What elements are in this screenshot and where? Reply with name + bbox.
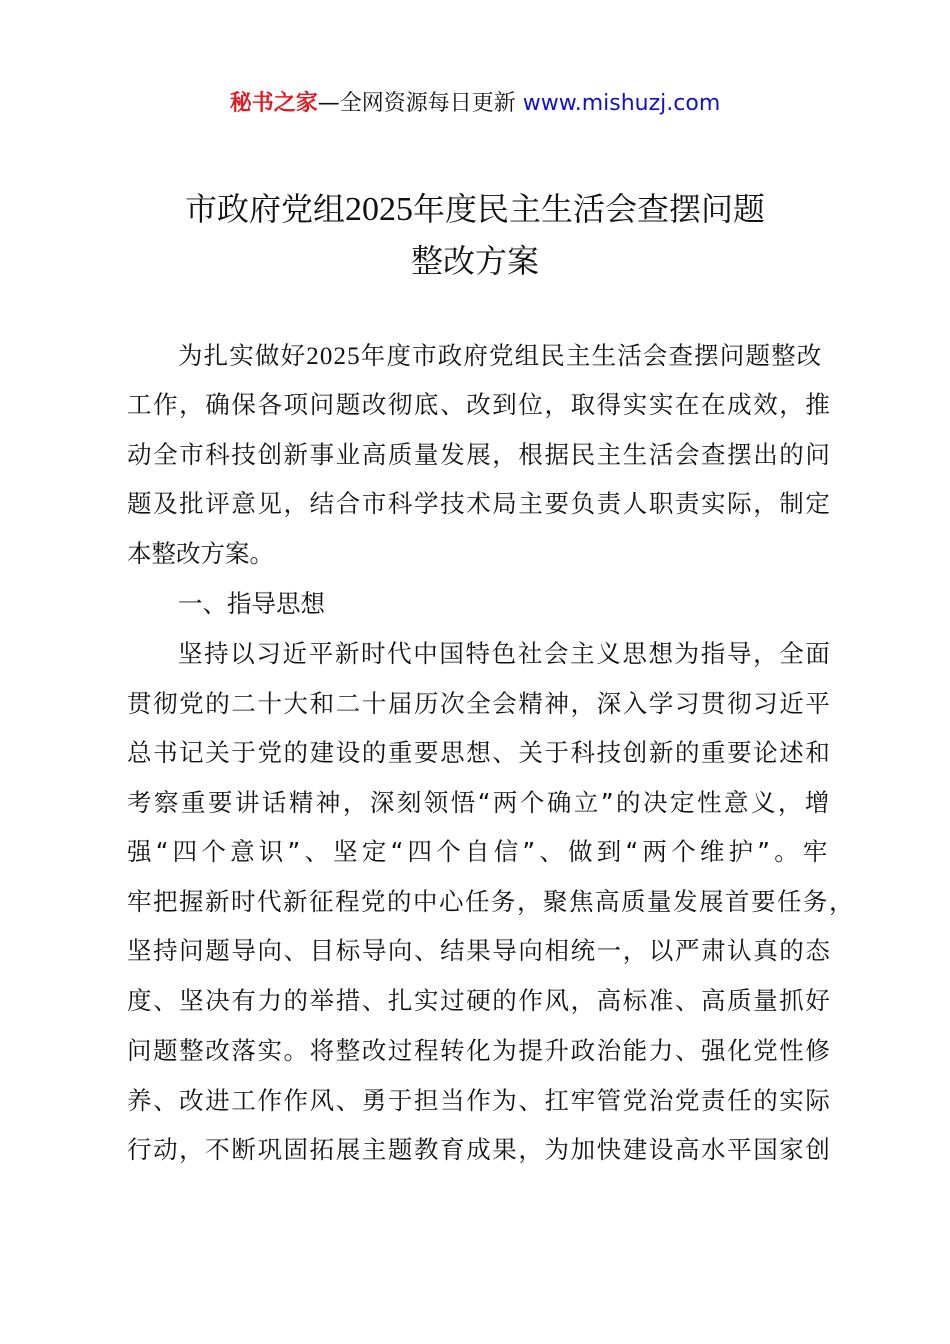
paragraph-line: 度、坚决有力的举措、扎实过硬的作风，高标准、高质量抓好 bbox=[127, 986, 832, 1015]
paragraph-line: 坚持以习近平新时代中国特色社会主义思想为指导，全面 bbox=[178, 639, 832, 668]
paragraph-line: 题及批评意见，结合市科学技术局主要负责人职责实际，制定 bbox=[127, 489, 832, 518]
paragraph-line: 养、改进工作作风、勇于担当作为、扛牢管党治党责任的实际 bbox=[127, 1086, 832, 1115]
paragraph-line: 贯彻党的二十大和二十届历次全会精神，深入学习贯彻习近平 bbox=[127, 689, 832, 718]
paragraph-line: 动全市科技创新事业高质量发展，根据民主生活会查摆出的问 bbox=[127, 440, 832, 469]
document-title-line-2: 整改方案 bbox=[410, 242, 539, 280]
text-span: 年度市政府党组民主生活会查摆问题整改 bbox=[360, 341, 823, 370]
site-header bbox=[0, 86, 950, 122]
brand-name: 秘书之家 bbox=[229, 91, 318, 116]
paragraph-line: 问题整改落实。将整改过程转化为提升政治能力、强化党性修 bbox=[127, 1036, 832, 1065]
title-text: 年度民主生活会查摆问题 bbox=[413, 190, 766, 228]
header-tagline: —全网资源每日更新 bbox=[317, 91, 516, 116]
paragraph-line: 本整改方案。 bbox=[127, 539, 274, 568]
document-title-line-1 bbox=[0, 184, 950, 230]
section-heading: 一、指导思想 bbox=[178, 589, 325, 618]
paragraph-line: 行动，不断巩固拓展主题教育成果，为加快建设高水平国家创 bbox=[127, 1135, 832, 1164]
site-url-link[interactable]: www.mishuzj.com bbox=[522, 91, 721, 116]
paragraph-line: 总书记关于党的建设的重要思想、关于科技创新的重要论述和 bbox=[127, 738, 832, 767]
text-span: 为扎实做好 bbox=[178, 341, 307, 370]
paragraph-line bbox=[178, 340, 822, 373]
title-year: 2025 bbox=[345, 191, 413, 228]
paragraph-line: 坚持问题导向、目标导向、结果导向相统一，以严肃认真的态 bbox=[127, 936, 832, 965]
title-text: 市政府党组 bbox=[184, 190, 345, 228]
paragraph-line: 工作，确保各项问题改彻底、改到位，取得实实在在成效，推 bbox=[127, 390, 832, 419]
paragraph-line: 考察重要讲话精神，深刻领悟“两个确立”的决定性意义，增 bbox=[127, 788, 832, 817]
paragraph-line: 强“四个意识”、坚定“四个自信”、做到“两个维护”。牢 bbox=[127, 837, 832, 866]
paragraph-line: 牢把握新时代新征程党的中心任务，聚焦高质量发展首要任务， bbox=[127, 887, 855, 916]
year-span: 2025 bbox=[306, 343, 361, 370]
